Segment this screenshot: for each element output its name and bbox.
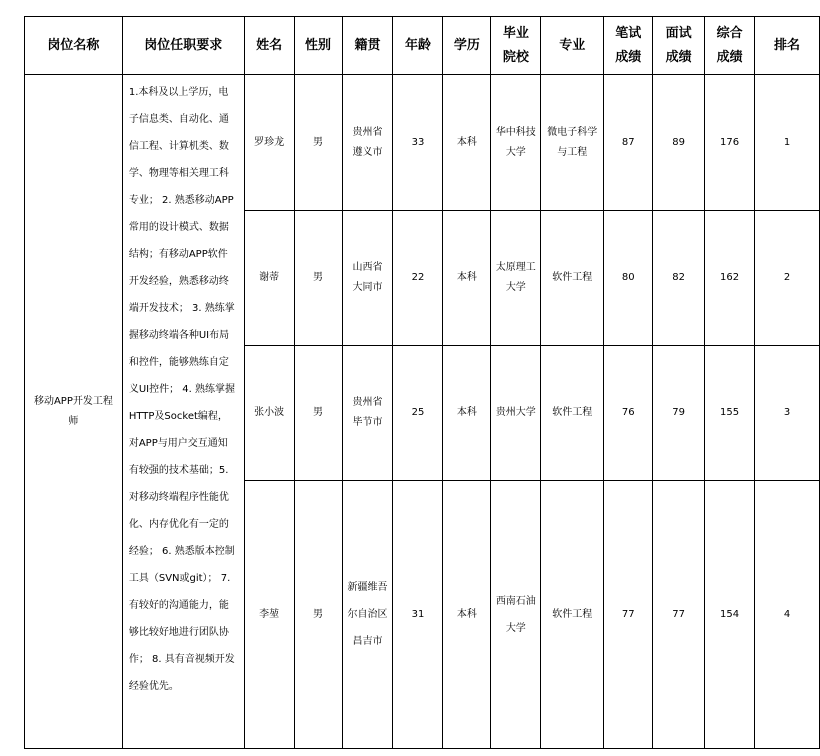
candidate-origin	[342, 481, 393, 749]
candidate-interview-score: 77	[653, 481, 705, 749]
header-interview-line1: 面试	[665, 25, 692, 41]
candidate-written-score: 76	[604, 346, 653, 481]
candidate-rank: 3	[755, 346, 820, 481]
candidate-written-score: 77	[604, 481, 653, 749]
candidate-school	[491, 346, 541, 481]
header-written	[604, 17, 653, 75]
results-table	[24, 16, 820, 749]
candidate-written-score: 87	[604, 75, 653, 211]
candidate-written-score: 80	[604, 211, 653, 346]
candidate-origin	[342, 346, 393, 481]
candidate-school-text: 西南石油大学	[495, 595, 536, 634]
candidate-education: 本科	[443, 211, 491, 346]
candidate-age: 33	[393, 75, 443, 211]
candidate-major	[541, 211, 604, 346]
candidate-origin-text: 贵州省遵义市	[352, 126, 383, 158]
header-age: 年龄	[393, 17, 443, 75]
header-written-line1: 笔试	[615, 25, 642, 41]
header-gender: 性别	[294, 17, 342, 75]
candidate-education: 本科	[443, 346, 491, 481]
candidate-rank: 1	[755, 75, 820, 211]
candidate-education: 本科	[443, 481, 491, 749]
candidate-major-text: 软件工程	[552, 407, 593, 418]
candidate-name: 李堃	[244, 481, 294, 749]
header-name: 姓名	[244, 17, 294, 75]
header-rank: 排名	[755, 17, 820, 75]
candidate-rank: 2	[755, 211, 820, 346]
candidate-major-text: 软件工程	[552, 272, 593, 283]
candidate-age: 31	[393, 481, 443, 749]
candidate-school	[491, 211, 541, 346]
candidate-gender: 男	[294, 346, 342, 481]
candidate-origin-text: 新疆维吾尔自治区昌吉市	[347, 582, 388, 647]
requirements-cell: 1.本科及以上学历，电子信息类、自动化、通信工程、计算机类、数学、物理等相关理工科专业； 2. 熟悉移动APP常用的设计模式、数据结构；有移动APP软件开发经验，熟悉移动终端开发技术； 3. 熟练掌握移动终端各种UI布局和控件，能够熟练自定义UI控件； 4. 熟练掌握HTTP及Socket编程，对APP与用户交互通知有较强的技术基础；5. 对移动终端程序性能优化、内存优化有一定的经验； 6. 熟悉版本控制工具（SVN或git）； 7. 有较好的沟通能力，能够比较好地进行团队协作； 8. 具有音视频开发经验优先。	[122, 75, 244, 749]
candidate-age: 25	[393, 346, 443, 481]
header-written-line2: 成绩	[615, 49, 642, 65]
candidate-gender: 男	[294, 211, 342, 346]
header-position: 岗位名称	[25, 17, 123, 75]
candidate-school-text: 华中科技大学	[495, 126, 536, 158]
candidate-interview-score: 89	[653, 75, 705, 211]
candidate-origin-text: 山西省大同市	[352, 262, 383, 293]
header-school-line2: 院校	[502, 49, 529, 65]
header-education: 学历	[443, 17, 491, 75]
header-total-line1: 综合	[716, 25, 743, 41]
candidate-total-score: 154	[705, 481, 755, 749]
candidate-school-text: 太原理工大学	[495, 262, 536, 293]
candidate-school	[491, 75, 541, 211]
table-row	[25, 75, 820, 211]
candidate-school	[491, 481, 541, 749]
candidate-interview-score: 79	[653, 346, 705, 481]
header-total	[705, 17, 755, 75]
header-row	[25, 17, 820, 75]
candidate-origin	[342, 75, 393, 211]
candidate-major	[541, 481, 604, 749]
candidate-school-text: 贵州大学	[495, 407, 536, 418]
header-school-line1: 毕业	[502, 25, 529, 41]
candidate-rank: 4	[755, 481, 820, 749]
candidate-gender: 男	[294, 481, 342, 749]
position-cell: 移动APP开发工程师	[25, 75, 123, 749]
candidate-total-score: 162	[705, 211, 755, 346]
candidate-name: 谢蒂	[244, 211, 294, 346]
header-origin: 籍贯	[342, 17, 393, 75]
candidate-major-text: 微电子科学与工程	[547, 126, 598, 158]
candidate-education: 本科	[443, 75, 491, 211]
candidate-major-text: 软件工程	[552, 608, 593, 620]
candidate-total-score: 155	[705, 346, 755, 481]
candidate-origin	[342, 211, 393, 346]
header-interview-line2: 成绩	[665, 49, 692, 65]
header-interview	[653, 17, 705, 75]
candidate-origin-text: 贵州省毕节市	[352, 397, 383, 428]
candidate-total-score: 176	[705, 75, 755, 211]
candidate-major	[541, 75, 604, 211]
header-school	[491, 17, 541, 75]
header-requirements: 岗位任职要求	[122, 17, 244, 75]
candidate-interview-score: 82	[653, 211, 705, 346]
candidate-gender: 男	[294, 75, 342, 211]
candidate-major	[541, 346, 604, 481]
candidate-name: 张小波	[244, 346, 294, 481]
header-total-line2: 成绩	[716, 49, 743, 65]
header-major: 专业	[541, 17, 604, 75]
candidate-name: 罗珍龙	[244, 75, 294, 211]
candidate-age: 22	[393, 211, 443, 346]
